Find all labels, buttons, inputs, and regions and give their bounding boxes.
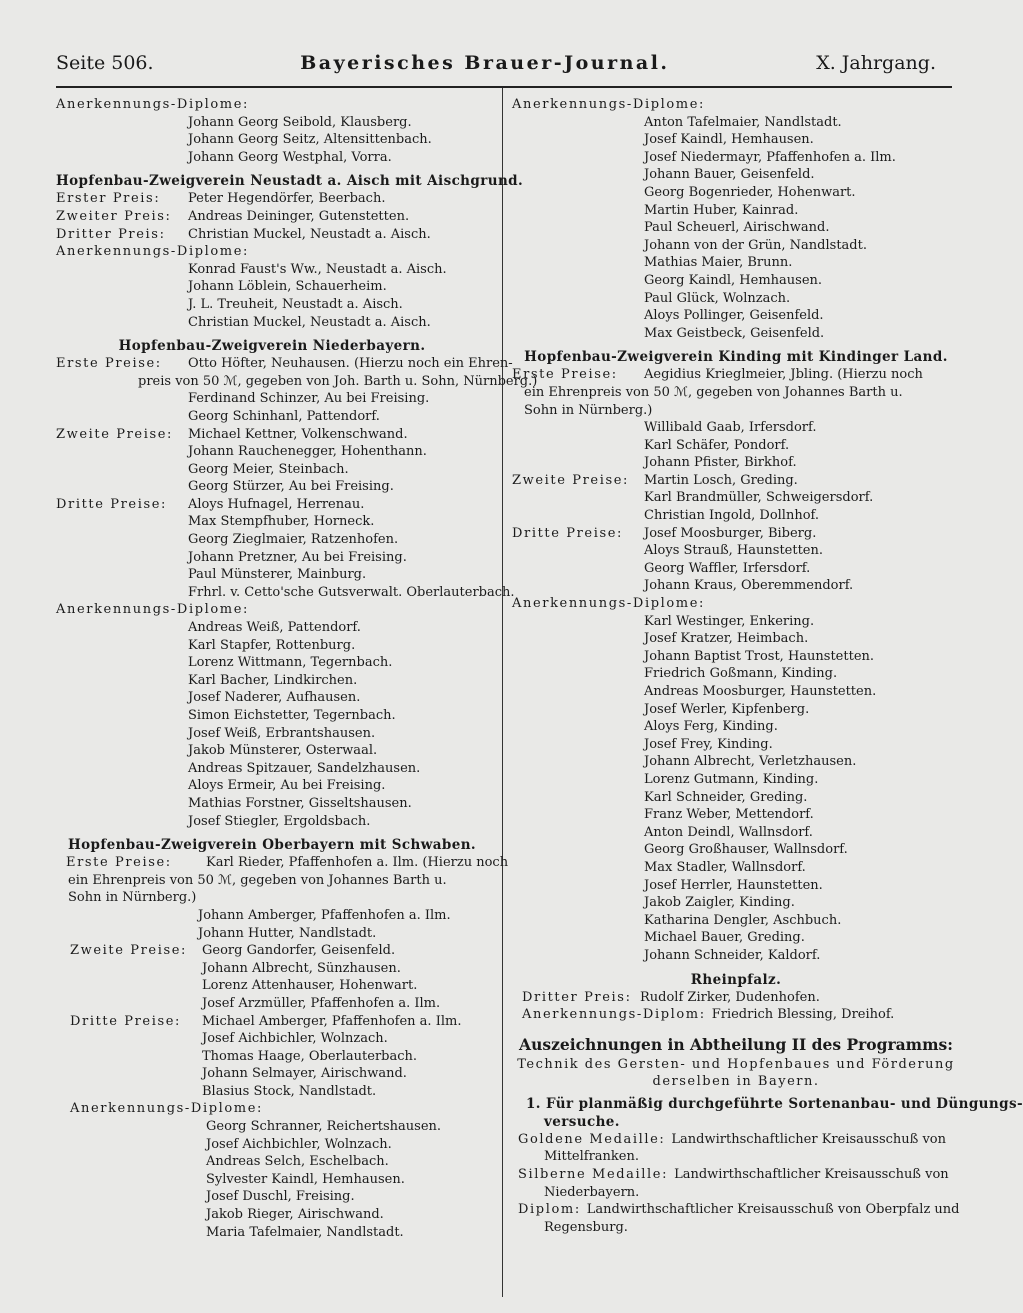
list-item: Andreas Moosburger, Haunstetten. [644,684,877,699]
list-item: Sohn in Nürnberg.) [68,890,197,906]
prize-row: Zweite Preise: Georg Gandorfer, Geisenfeld. [70,943,396,959]
list-item: Sylvester Kaindl, Hemhausen. [206,1171,405,1187]
list-item: Josef Werler, Kipfenberg. [644,701,810,717]
list-item: Georg Schinhanl, Pattendorf. [188,408,380,424]
list-item: Mathias Forstner, Gisseltshausen. [188,795,412,811]
prize-row: Zweiter Preis: Andreas Deininger, Gutenstetten. [56,208,410,224]
list-item: J. L. Treuheit, Neustadt a. Aisch. [188,296,403,312]
list-item: Mittelfranken. [544,1149,639,1165]
list-item: Niederbayern. [544,1184,640,1200]
list-item: Max Stempfhuber, Horneck. [188,514,375,530]
diploma-label: Anerkennungs-Diplome: [56,602,250,618]
diploma-label: Anerkennungs-Diplome: [70,1101,264,1117]
list-item: Johann Bauer, Geisenfeld. [644,167,815,183]
list-item: Lorenz Wittmann, Tegernbach. [188,655,393,671]
list-item: Martin Huber, Kainrad. [644,202,799,218]
subsection-heading: versuche. [544,1113,620,1130]
diploma-label: Anerkennungs-Diplome: [56,97,250,112]
section-heading: Hopfenbau-Zweigverein Kinding mit Kindinger Land. [524,349,948,366]
list-item: Johann Pretzner, Au bei Freising. [188,549,407,565]
list-item: Johann Amberger, Pfaffenhofen a. Ilm. [198,907,451,923]
list-item: Regensburg. [544,1219,628,1235]
page-number: Seite 506. [56,52,154,74]
list-item: Georg Bogenrieder, Hohenwart. [644,184,856,200]
list-item: Aloys Strauß, Haunstetten. [644,543,824,559]
list-item: Aloys Pollinger, Geisenfeld. [644,308,824,324]
prize-row: Zweite Preise: Michael Kettner, Volkenschwand. [56,426,408,442]
list-item: Mathias Maier, Brunn. [644,255,793,271]
list-item: Blasius Stock, Nandlstadt. [202,1083,377,1099]
list-item: Johann Georg Westphal, Vorra. [188,149,392,165]
list-item: Aloys Ferg, Kinding. [644,719,778,735]
list-item: Christian Ingold, Dollnhof. [644,508,820,524]
list-item: Sohn in Nürnberg.) [524,402,653,418]
journal-title: Bayerisches Brauer-Journal. [300,52,670,74]
list-item: Andreas Weiß, Pattendorf. [188,620,361,636]
list-item: Max Stadler, Wallnsdorf. [644,859,806,875]
list-item: Anton Deindl, Wallnsdorf. [644,824,813,840]
list-item: Michael Bauer, Greding. [644,930,805,946]
subsection-heading: 1. Für planmäßig durchgeführte Sortenanbau- und Düngungs- [526,1095,1023,1112]
prize-row: Erste Preise: Karl Rieder, Pfaffenhofen a. Ilm. (Hierzu noch [66,855,509,871]
prize-row: Erster Preis: Peter Hegendörfer, Beerbach. [56,191,386,207]
list-item: Josef Duschl, Freising. [206,1189,355,1205]
list-item: Lorenz Attenhauser, Hohenwart. [202,978,418,994]
list-item: Johann Löblein, Schauerheim. [188,279,387,295]
list-item: Andreas Spitzauer, Sandelzhausen. [188,760,421,776]
list-item: Karl Brandmüller, Schweigersdorf. [644,490,874,506]
list-item: Max Geistbeck, Geisenfeld. [644,325,825,341]
prize-row: Dritte Preise: Michael Amberger, Pfaffenhofen a. Ilm. [70,1013,462,1029]
list-item: Georg Waffler, Irfersdorf. [644,560,811,576]
list-item: Johann Rauchenegger, Hohenthann. [188,444,427,460]
section-heading: Hopfenbau-Zweigverein Neustadt a. Aisch mit Aischgrund. [56,173,524,190]
prize-row: Zweite Preise: Martin Losch, Greding. [512,472,798,488]
list-item: Johann Kraus, Oberemmendorf. [644,578,854,594]
left-column [56,96,538,1241]
list-item: Karl Westinger, Enkering. [644,613,815,629]
list-item: Aloys Ermeir, Au bei Freising. [188,778,386,794]
list-item: Ferdinand Schinzer, Au bei Freising. [188,391,430,407]
list-item: Paul Münsterer, Mainburg. [188,567,367,583]
list-item: ein Ehrenpreis von 50 ℳ, gegeben von Johannes Barth u. [68,872,447,888]
diploma-label: Anerkennungs-Diplome: [56,244,250,260]
list-item: Johann Georg Seibold, Klausberg. [188,114,412,130]
list-item: Anton Tafelmaier, Nandlstadt. [644,114,842,130]
list-item: Josef Arzmüller, Pfaffenhofen a. Ilm. [202,995,441,1011]
section-heading: Rheinpfalz. [690,971,782,988]
list-item: Simon Eichstetter, Tegernbach. [188,708,396,723]
list-item: Karl Bacher, Lindkirchen. [188,672,358,688]
prize-row: Dritter Preis: Rudolf Zirker, Dudenhofen. [522,989,820,1005]
list-item: Georg Meier, Steinbach. [188,461,349,477]
list-item: Josef Kaindl, Hemhausen. [644,132,814,148]
list-item: Georg Kaindl, Hemhausen. [644,272,823,288]
section-heading: Hopfenbau-Zweigverein Niederbayern. [118,338,426,355]
list-item: Jakob Münsterer, Osterwaal. [188,743,378,759]
list-item: Georg Schranner, Reichertshausen. [206,1119,442,1135]
list-item: Andreas Selch, Eschelbach. [206,1154,389,1170]
list-item: Karl Schneider, Greding. [644,789,808,805]
list-item: Jakob Rieger, Airischwand. [206,1207,384,1223]
list-item: Maria Tafelmaier, Nandlstadt. [206,1224,404,1240]
section-heading: Hopfenbau-Zweigverein Oberbayern mit Schwaben. [67,837,477,854]
award-row: Silberne Medaille: Landwirthschaftlicher Kreisausschuß von [518,1167,949,1183]
list-item: Johann Schneider, Kaldorf. [644,947,821,963]
list-item: Josef Aichbichler, Wolnzach. [202,1031,388,1047]
list-item: Johann von der Grün, Nandlstadt. [644,237,867,253]
list-item: Johann Albrecht, Sünzhausen. [202,960,401,976]
prize-row: Dritter Preis: Christian Muckel, Neustadt a. Aisch. [56,226,431,242]
list-item: Josef Kratzer, Heimbach. [644,631,809,647]
list-item: Johann Pfister, Birkhof. [644,455,797,471]
list-item: Josef Stiegler, Ergoldsbach. [188,813,371,829]
list-item: preis von 50 ℳ, gegeben von Joh. Barth u. Sohn, Nürnberg.) [138,373,538,389]
list-item: Katharina Dengler, Aschbuch. [644,912,842,928]
list-item: Johann Albrecht, Verletzhausen. [644,754,857,770]
list-item: Johann Baptist Trost, Haunstetten. [644,648,875,664]
column-divider [502,88,503,1297]
list-item: Friedrich Goßmann, Kinding. [644,666,838,682]
list-item: Franz Weber, Mettendorf. [644,807,814,823]
prize-row: Erste Preise: Otto Höfter, Neuhausen. (Hierzu noch ein Ehren- [56,356,513,372]
list-item: Christian Muckel, Neustadt a. Aisch. [188,314,431,330]
award-row: Diplom: Landwirthschaftlicher Kreisausschuß von Oberpfalz und [518,1202,960,1218]
prize-row: Erste Preise: Aegidius Krieglmeier, Jbling. (Hierzu noch [512,367,923,383]
right-column [512,96,1023,1236]
prize-row: Dritte Preise: Josef Moosburger, Biberg. [512,525,817,541]
list-item: Paul Scheuerl, Airischwand. [644,220,830,236]
list-item: Konrad Faust's Ww., Neustadt a. Aisch. [188,261,447,277]
header-rule [56,86,952,88]
diploma-label: Anerkennungs-Diplome: [512,596,706,612]
section-heading: Auszeichnungen in Abtheilung II des Programms: [519,1034,953,1054]
volume-label: X. Jahrgang. [816,52,936,74]
list-item: Georg Stürzer, Au bei Freising. [188,479,394,495]
list-item: Willibald Gaab, Irfersdorf. [644,420,817,436]
diploma-label: Anerkennungs-Diplome: [512,97,706,112]
list-item: Josef Niedermayr, Pfaffenhofen a. Ilm. [644,149,896,165]
list-item: Karl Schäfer, Pondorf. [644,437,790,453]
list-item: Georg Großhauser, Wallnsdorf. [644,842,848,858]
list-item: Josef Naderer, Aufhausen. [188,690,361,706]
list-item: Johann Hutter, Nandlstadt. [198,925,377,941]
list-item: Frhrl. v. Cetto'sche Gutsverwalt. Oberlauterbach. [188,584,515,600]
page-header [56,52,936,82]
subtitle: Technik des Gersten- und Hopfenbaues und Förderung [517,1056,955,1072]
award-row: Goldene Medaille: Landwirthschaftlicher Kreisausschuß von [518,1131,946,1147]
list-item: Johann Georg Seitz, Altensittenbach. [188,132,432,148]
list-item: Josef Weiß, Erbrantshausen. [188,725,376,741]
list-item: Johann Selmayer, Airischwand. [202,1066,407,1082]
list-item: ein Ehrenpreis von 50 ℳ, gegeben von Johannes Barth u. [524,384,903,400]
list-item: Jakob Zaigler, Kinding. [644,895,795,911]
list-item: Karl Stapfer, Rottenburg. [188,637,356,653]
list-item: Paul Glück, Wolnzach. [644,290,791,306]
list-item: Lorenz Gutmann, Kinding. [644,771,819,787]
list-item: Josef Herrler, Haunstetten. [644,877,823,893]
prize-row: Dritte Preise: Aloys Hufnagel, Herrenau. [56,496,365,512]
list-item: Georg Zieglmaier, Ratzenhofen. [188,532,399,548]
list-item: Thomas Haage, Oberlauterbach. [202,1048,418,1064]
prize-row: Anerkennungs-Diplom: Friedrich Blessing, Dreihof. [522,1007,895,1023]
subtitle: derselben in Bayern. [652,1074,820,1090]
list-item: Josef Aichbichler, Wolnzach. [206,1136,392,1152]
list-item: Josef Frey, Kinding. [644,736,773,752]
